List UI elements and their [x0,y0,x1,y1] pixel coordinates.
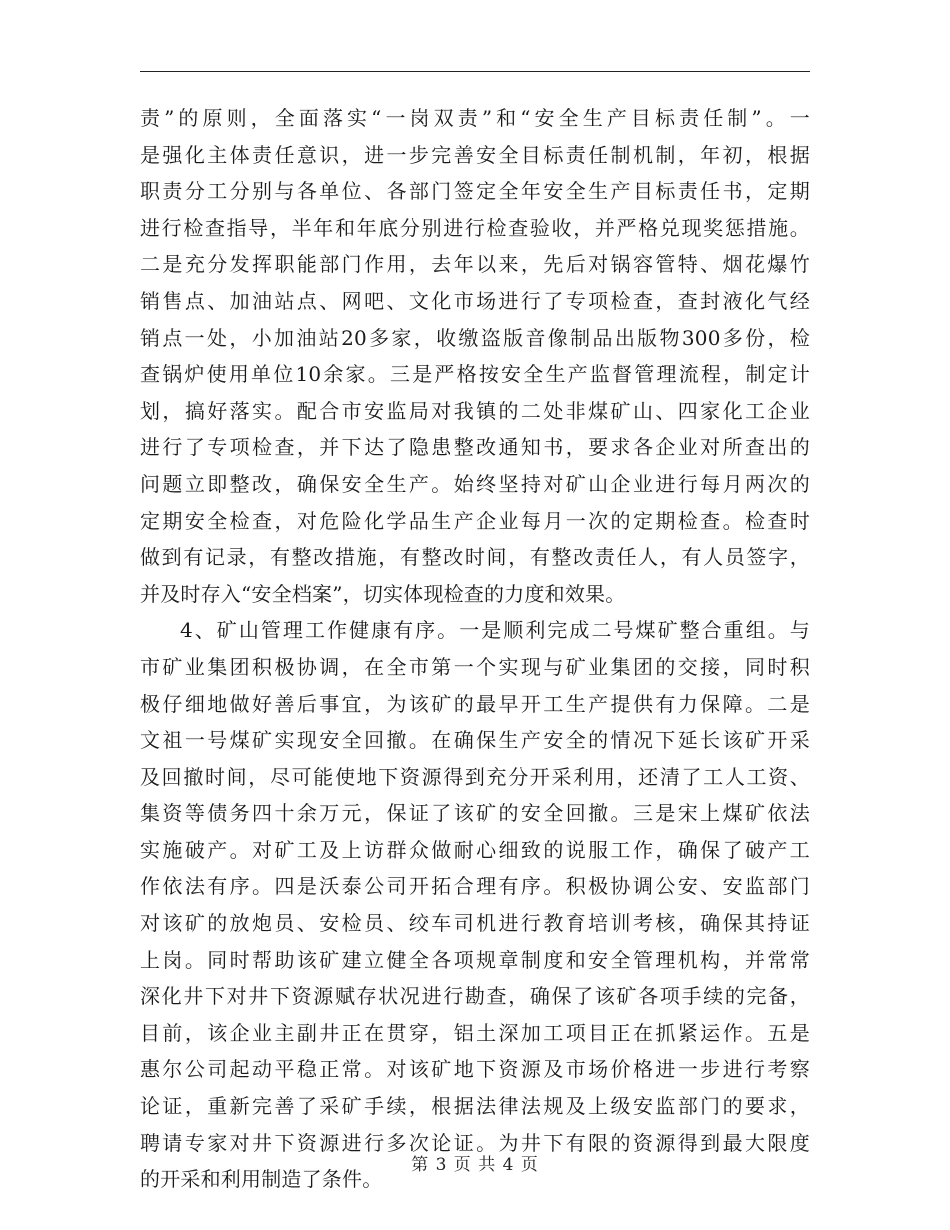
text-line: 职责分工分别与各单位、各部门签定全年安全生产目标责任书，定期 [140,179,810,204]
text-line: 销售点、加油站点、网吧、文化市场进行了专项检查，查封液化气经 [140,288,810,313]
text-line: 进行了专项检查，并下达了隐患整改通知书，要求各企业对所查出的 [140,435,810,460]
paragraph-end-line: 的开采和利用制造了条件。 [140,1167,383,1192]
text-line: 划，搞好落实。配合市安监局对我镇的二处非煤矿山、四家化工企业 [140,398,810,423]
text-line: 论证，重新完善了采矿手续，根据法律法规及上级安监部门的要求， [140,1094,810,1119]
page-number-footer: 第 3 页 共 4 页 [411,1155,539,1175]
text-line: 是强化主体责任意识，进一步完善安全目标责任制机制，年初，根据 [140,142,810,167]
text-line: 进行检查指导，半年和年底分别进行检查验收，并严格兑现奖惩措施。 [140,215,810,240]
text-line: 集资等债务四十余万元，保证了该矿的安全回撤。三是宋上煤矿依法 [140,801,810,826]
text-line: 定期安全检查，对危险化学品生产企业每月一次的定期检查。检查时 [140,508,810,533]
text-line: 作依法有序。四是沃泰公司开拓合理有序。积极协调公安、安监部门 [140,874,810,899]
text-line: 问题立即整改，确保安全生产。始终坚持对矿山企业进行每月两次的 [140,471,810,496]
text-line: 销点一处，小加油站20多家，收缴盗版音像制品出版物300多份，检 [140,325,810,350]
text-line: 实施破产。对矿工及上访群众做耐心细致的说服工作，确保了破产工 [140,837,810,862]
text-line: 惠尔公司起动平稳正常。对该矿地下资源及市场价格进一步进行考察 [140,1057,810,1082]
body-text [140,100,810,1198]
paragraph-end-line: 并及时存入“安全档案”，切实体现检查的力度和效果。 [140,581,626,606]
text-line: 文祖一号煤矿实现安全回撤。在确保生产安全的情况下延长该矿开采 [140,728,810,753]
header-rule [140,71,810,72]
paragraph-start-line: 4、矿山管理工作健康有序。一是顺利完成二号煤矿整合重组。与 [180,618,810,643]
text-line: 做到有记录，有整改措施，有整改时间，有整改责任人，有人员签字， [140,545,810,570]
text-line: 二是充分发挥职能部门作用，去年以来，先后对锅容管特、烟花爆竹 [140,252,810,277]
text-line: 对该矿的放炮员、安检员、绞车司机进行教育培训考核，确保其持证 [140,911,810,936]
text-line: 极仔细地做好善后事宜，为该矿的最早开工生产提供有力保障。二是 [140,691,810,716]
text-line: 目前，该企业主副井正在贯穿，铝土深加工项目正在抓紧运作。五是 [140,1020,810,1045]
text-line: 责”的原则，全面落实“一岗双责”和“安全生产目标责任制”。一 [140,106,810,130]
text-line: 市矿业集团积极协调，在全市第一个实现与矿业集团的交接，同时积 [140,654,810,679]
text-line: 及回撤时间，尽可能使地下资源得到充分开采利用，还清了工人工资、 [140,764,810,789]
text-line: 深化井下对井下资源赋存状况进行勘查，确保了该矿各项手续的完备， [140,984,810,1009]
text-line: 查锅炉使用单位10余家。三是严格按安全生产监督管理流程，制定计 [140,362,810,387]
text-line: 上岗。同时帮助该矿建立健全各项规章制度和安全管理机构，并常常 [140,947,810,972]
text-line: 聘请专家对井下资源进行多次论证。为井下有限的资源得到最大限度 [140,1130,810,1155]
